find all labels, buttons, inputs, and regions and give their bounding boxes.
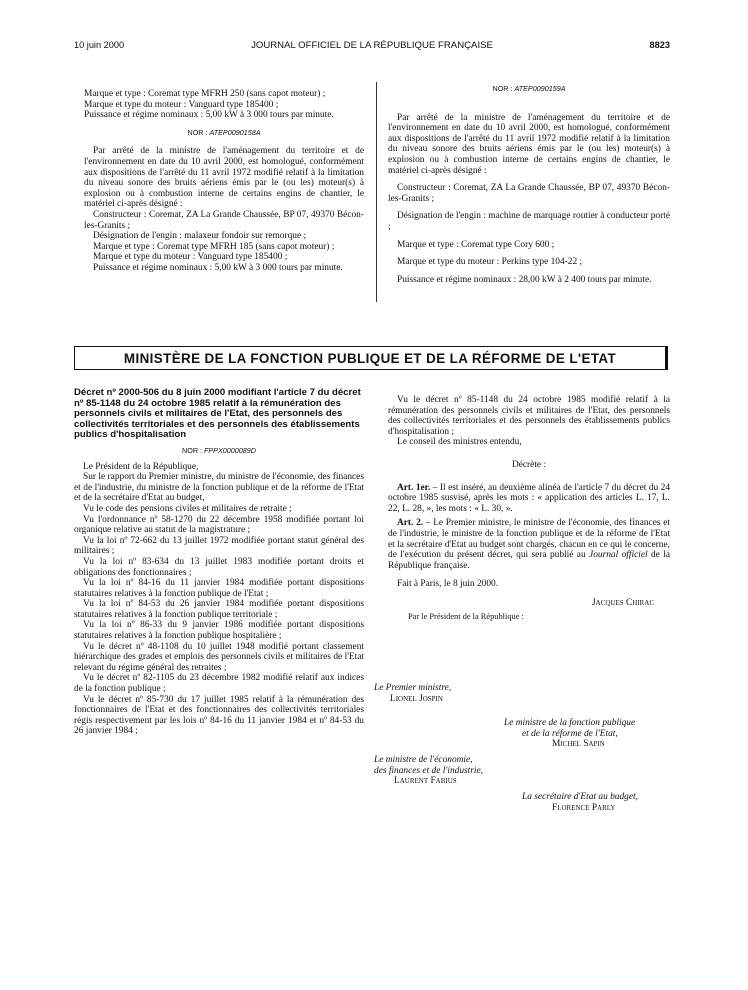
- ministry-title: MINISTÈRE DE LA FONCTION PUBLIQUE ET DE LA RÉFORME DE L'ETAT: [123, 351, 617, 366]
- marque-line: Marque et type : Coremat type MFRH 185 (sans capot moteur) ;: [93, 241, 335, 252]
- page-header: [74, 40, 670, 54]
- puissance-line: Puissance et régime nominaux : 5,00 kW à 3 000 tours par minute.: [93, 262, 343, 273]
- decrete-line: Décrète :: [511, 459, 547, 470]
- constructeur-line: Constructeur : Coremat, ZA La Grande Chaussée, BP 07, 49370 Bécon-les-Granits ;: [388, 183, 670, 204]
- pm-signature: Lionel Jospin: [390, 693, 443, 704]
- budget-title: La secrétaire d'Etat au budget,: [522, 792, 638, 802]
- visa-line: Sur le rapport du Premier ministre, du ministre de l'économie, des finances et de l'industrie, du ministre de la fonction publique et de la réforme de l'Etat et de la secrétaire d'Etat au budget,: [74, 472, 364, 504]
- puissance-line: Puissance et régime nominaux : 5,00 kW à 3 000 tours par minute.: [84, 110, 334, 121]
- journal-title: JOURNAL OFFICIEL DE LA RÉPUBLIQUE FRANÇAISE: [251, 40, 493, 51]
- visa-line: Le Président de la République,: [83, 461, 199, 472]
- designation-line: Désignation de l'engin : malaxeur fondoir sur remorque ;: [93, 231, 307, 242]
- arrete-paragraph: Par arrêté de la ministre de l'aménagement du territoire et de l'environnement en date du 10 avril 2000, est homologué, conformément aux dispositions de l'arrêté du 11 avril 1972 modifié relatif à la limitation du niveau sonore des bruits aériens émis par le (ou les) moteur(s) à explosion ou à combustion interne de certains engins de chantier, le matériel ci-après désigné :: [84, 146, 364, 210]
- article-1: Art. 1er. – Il est inséré, au deuxième alinéa de l'article 7 du décret du 24 octobre 1985 susvisé, après les mots : « application des articles L. 17, L. 22, L. 28, », les mots : « L. 30, ».: [388, 482, 671, 514]
- fp-signature: Michel Sapin: [552, 739, 605, 750]
- president-signature: Jacques Chirac: [591, 597, 654, 608]
- nor-value: ATEP0090159A: [514, 84, 566, 93]
- pm-title: Le Premier ministre,: [374, 683, 452, 693]
- par-le-president: Par le Président de la République :: [408, 611, 524, 621]
- marque-line: Marque et type : Coremat type Cory 600 ;: [397, 239, 555, 250]
- constructeur-line: Constructeur : Coremat, ZA La Grande Chaussée, BP 07, 49370 Bécon-les-Granits ;: [84, 209, 364, 231]
- designation-line: Désignation de l'engin : machine de marquage routier à conducteur porté ;: [388, 211, 670, 232]
- visa-line: Vu le décret nº 85-730 du 17 juillet 1985 relatif à la rémunération des fonctionnaires de l'Etat et des fonctionnaires des collectivités territoriales régis respectivement par les lois nº 84-16 du 11 janvier 1984 et nº 84-53 du 26 janvier 1984 ;: [74, 694, 364, 737]
- nor-value: ATEP0090158A: [209, 127, 261, 137]
- moteur-line: Marque et type du moteur : Vanguard type 185400 ;: [84, 99, 279, 110]
- visa-line: Vu le décret nº 82-1105 du 23 décembre 1982 modifié relatif aux indices de la fonction publique ;: [74, 673, 364, 695]
- decree-title: Décret nº 2000-506 du 8 juin 2000 modifiant l'article 7 du décret nº 85-1148 du 24 octobre 1985 relatif à la rémunération des personnels civils et militaires de l'Etat, des personnels des collectivités territoriales et des personnels des établissements publics d'hospitalisation: [74, 387, 361, 441]
- nor-reference: NOR : ATEP0090159A: [492, 84, 566, 93]
- top-left-column: [84, 89, 364, 274]
- eco-title-2: des finances et de l'industrie,: [374, 765, 484, 776]
- article-2-label: Art. 2.: [397, 518, 424, 529]
- signature-block: [374, 755, 670, 787]
- visa-line: Vu la loi nº 84-53 du 26 janvier 1984 modifiée portant dispositions statutaires relatives à la fonction publique territoriale ;: [74, 599, 364, 620]
- visa-line: Vu l'ordonnance nº 58-1270 du 22 décembre 1958 modifiée portant loi organique relative au statut de la magistrature ;: [74, 514, 364, 536]
- article-1-label: Art. 1er.: [397, 482, 431, 493]
- signature-block: [374, 683, 670, 704]
- signature-block: [374, 792, 670, 813]
- article-2: Art. 2. – Le Premier ministre, le ministre de l'économie, des finances et de l'industrie, le ministre de la fonction publique et de la réforme de l'Etat et la secrétaire d'Etat au budget sont chargés, chacun en ce qui le concerne, de l'exécution du présent décret, qui sera publié au Journal officiel de la République française.: [388, 518, 670, 571]
- puissance-line: Puissance et régime nominaux : 28,00 kW à 2 400 tours par minute.: [397, 274, 652, 285]
- eco-signature: Laurent Fabius: [394, 776, 457, 787]
- visa-line: Vu le décret nº 85-1148 du 24 octobre 1985 modifié relatif à la rémunération des personnels civils et militaires de l'Etat, des personnels des collectivités territoriales et des personnels des établissements publics d'hospitalisation ;: [388, 395, 670, 437]
- fait-line: Fait à Paris, le 8 juin 2000.: [397, 579, 499, 590]
- decree-right-column: [388, 395, 670, 622]
- nor-reference: NOR : ATEP0090158A: [187, 127, 261, 137]
- signature-block: [374, 718, 670, 750]
- marque-line: Marque et type : Coremat type MFRH 250 (sans capot moteur) ;: [84, 89, 326, 99]
- top-right-column: [388, 82, 670, 285]
- visa-line: Vu le code des pensions civiles et militaires de retraite ;: [83, 503, 292, 514]
- visa-line: Vu la loi nº 72-662 du 13 juillet 1972 modifiée portant statut général des militaires ;: [74, 535, 364, 557]
- ministry-banner: [74, 346, 668, 370]
- column-divider: [376, 82, 377, 302]
- visa-line: Vu la loi nº 84-16 du 11 janvier 1984 modifiée portant dispositions statutaires relatives à la fonction publique de l'Etat ;: [74, 578, 364, 599]
- issue-date: 10 juin 2000: [74, 40, 125, 50]
- fp-title-1: Le ministre de la fonction publique: [504, 718, 636, 728]
- visa-line: Vu la loi nº 86-33 du 9 janvier 1986 modifiée portant dispositions statutaires relatives à la fonction publique hospitalière ;: [74, 620, 364, 642]
- moteur-line: Marque et type du moteur : Vanguard type 185400 ;: [93, 252, 288, 263]
- nor-reference: NOR : FPPX0000089D: [182, 445, 256, 455]
- fp-title-2: et de la réforme de l'Etat,: [522, 728, 618, 739]
- conseil-line: Le conseil des ministres entendu,: [397, 437, 522, 448]
- visa-line: Vu le décret nº 48-1108 du 10 juillet 1948 modifié portant classement hiérarchique des grades et emplois des personnels civils et militaires de l'Etat relevant du régime général des retraites ;: [74, 641, 364, 673]
- visa-line: Vu la loi nº 83-634 du 13 juillet 1983 modifiée portant droits et obligations des fonctionnaires ;: [74, 556, 364, 578]
- page-number: 8823: [649, 40, 670, 50]
- moteur-line: Marque et type du moteur : Perkins type 104-22 ;: [397, 257, 583, 268]
- budget-signature: Florence Parly: [552, 802, 616, 813]
- eco-title-1: Le ministre de l'économie,: [374, 755, 473, 765]
- arrete-paragraph: Par arrêté de la ministre de l'aménagement du territoire et de l'environnement en date du 10 avril 2000, est homologué, conformément aux dispositions de l'arrêté du 11 avril 1972 modifié relatif à la limitation du niveau sonore des bruits aériens émis par le (ou les) moteur(s) à explosion ou à combustion interne de certains engins de chantier, le matériel ci-après désigné :: [388, 112, 670, 176]
- decree-left-column: [74, 388, 364, 737]
- nor-value: FPPX0000089D: [204, 445, 256, 455]
